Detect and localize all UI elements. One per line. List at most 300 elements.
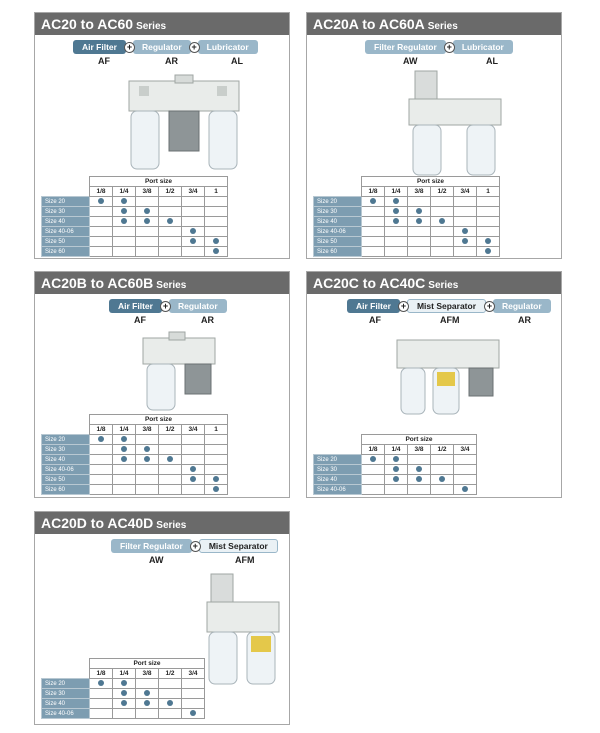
- port-cell: [385, 455, 408, 465]
- table-row: [42, 699, 205, 709]
- port-cell: [113, 237, 136, 247]
- port-cell: [182, 689, 205, 699]
- size-label: Size 30: [314, 465, 362, 475]
- model-codes: [35, 56, 291, 68]
- port-cell: [182, 699, 205, 709]
- port-cell: [159, 455, 182, 465]
- port-cell: [454, 197, 477, 207]
- col-header: 1/8: [90, 187, 113, 197]
- panel-title: AC20 to AC60 Series: [35, 13, 289, 35]
- available-dot-icon: [462, 228, 468, 234]
- col-header: 1/8: [90, 669, 113, 679]
- port-cell: [408, 207, 431, 217]
- table-row: [42, 247, 228, 257]
- port-cell: [362, 247, 385, 257]
- chip-air-filter: Air Filter: [109, 299, 162, 313]
- port-cell: [454, 207, 477, 217]
- port-cell: [136, 217, 159, 227]
- port-cell: [182, 445, 205, 455]
- port-size-table: [313, 176, 500, 257]
- col-header: 3/8: [136, 425, 159, 435]
- port-size-header: Port size: [362, 177, 500, 187]
- available-dot-icon: [393, 218, 399, 224]
- chip-mist-separator: Mist Separator: [407, 299, 486, 313]
- available-dot-icon: [439, 476, 445, 482]
- port-cell: [90, 709, 113, 719]
- port-cell: [431, 207, 454, 217]
- port-cell: [408, 485, 431, 495]
- chip-air-filter: Air Filter: [347, 299, 400, 313]
- available-dot-icon: [416, 466, 422, 472]
- port-cell: [159, 679, 182, 689]
- col-header: 1: [477, 187, 500, 197]
- table-row: [42, 217, 228, 227]
- port-cell: [136, 689, 159, 699]
- port-cell: [136, 445, 159, 455]
- port-cell: [408, 465, 431, 475]
- port-cell: [90, 445, 113, 455]
- port-cell: [136, 709, 159, 719]
- plus-icon: +: [160, 301, 171, 312]
- panel-ac20-ac60: [34, 12, 290, 259]
- col-header: 1/2: [159, 187, 182, 197]
- available-dot-icon: [393, 466, 399, 472]
- port-cell: [113, 197, 136, 207]
- port-cell: [362, 227, 385, 237]
- port-cell: [136, 207, 159, 217]
- table-row: [314, 485, 477, 495]
- panel-title: AC20A to AC60A Series: [307, 13, 561, 35]
- table-row: [314, 455, 477, 465]
- port-cell: [182, 217, 205, 227]
- port-cell: [182, 455, 205, 465]
- port-cell: [408, 197, 431, 207]
- port-cell: [205, 465, 228, 475]
- port-cell: [362, 237, 385, 247]
- table-row: [42, 465, 228, 475]
- port-cell: [431, 217, 454, 227]
- port-cell: [477, 207, 500, 217]
- available-dot-icon: [121, 208, 127, 214]
- port-cell: [362, 217, 385, 227]
- port-cell: [182, 465, 205, 475]
- available-dot-icon: [121, 218, 127, 224]
- port-cell: [205, 485, 228, 495]
- port-size-table: [41, 658, 205, 719]
- port-cell: [136, 227, 159, 237]
- col-header: 1/2: [159, 425, 182, 435]
- available-dot-icon: [121, 446, 127, 452]
- available-dot-icon: [98, 436, 104, 442]
- size-label: Size 40-06: [314, 227, 362, 237]
- size-label: Size 60: [314, 247, 362, 257]
- size-label: Size 20: [42, 435, 90, 445]
- port-cell: [136, 485, 159, 495]
- port-cell: [90, 475, 113, 485]
- table-row: [314, 465, 477, 475]
- port-cell: [431, 197, 454, 207]
- code-aw: AW: [403, 56, 418, 66]
- port-cell: [205, 197, 228, 207]
- code-af: AF: [134, 315, 146, 325]
- port-size-table: [313, 434, 477, 495]
- port-cell: [90, 217, 113, 227]
- port-cell: [113, 689, 136, 699]
- chip-lubricator: Lubricator: [453, 40, 513, 54]
- model-codes: [35, 315, 291, 327]
- port-cell: [90, 455, 113, 465]
- code-al: AL: [486, 56, 498, 66]
- port-cell: [136, 247, 159, 257]
- port-cell: [431, 237, 454, 247]
- port-cell: [136, 699, 159, 709]
- port-cell: [205, 207, 228, 217]
- available-dot-icon: [393, 476, 399, 482]
- port-cell: [159, 197, 182, 207]
- available-dot-icon: [144, 208, 150, 214]
- available-dot-icon: [144, 700, 150, 706]
- plus-icon: +: [190, 541, 201, 552]
- size-label: Size 30: [42, 689, 90, 699]
- col-header: 1/2: [431, 187, 454, 197]
- table-row: [314, 197, 500, 207]
- port-cell: [385, 485, 408, 495]
- product-image-aw-al: [405, 69, 505, 179]
- port-cell: [159, 689, 182, 699]
- size-label: Size 20: [42, 679, 90, 689]
- available-dot-icon: [98, 198, 104, 204]
- port-cell: [205, 227, 228, 237]
- size-label: Size 40: [42, 455, 90, 465]
- size-label: Size 20: [314, 197, 362, 207]
- size-label: Size 60: [42, 485, 90, 495]
- port-cell: [113, 247, 136, 257]
- size-label: Size 40-06: [314, 485, 362, 495]
- port-cell: [136, 237, 159, 247]
- plus-icon: +: [189, 42, 200, 53]
- code-af: AF: [98, 56, 110, 66]
- port-cell: [431, 227, 454, 237]
- port-cell: [477, 197, 500, 207]
- port-cell: [113, 679, 136, 689]
- port-cell: [454, 227, 477, 237]
- available-dot-icon: [144, 690, 150, 696]
- available-dot-icon: [144, 446, 150, 452]
- plus-icon: +: [124, 42, 135, 53]
- available-dot-icon: [213, 248, 219, 254]
- table-row: [42, 207, 228, 217]
- col-header: 3/8: [408, 445, 431, 455]
- available-dot-icon: [121, 680, 127, 686]
- table-row: [42, 435, 228, 445]
- available-dot-icon: [167, 700, 173, 706]
- port-cell: [362, 455, 385, 465]
- product-image-af-ar-al: [121, 71, 247, 177]
- col-header: 3/4: [182, 425, 205, 435]
- port-cell: [205, 445, 228, 455]
- available-dot-icon: [121, 700, 127, 706]
- port-cell: [454, 485, 477, 495]
- plus-icon: +: [444, 42, 455, 53]
- available-dot-icon: [190, 710, 196, 716]
- port-cell: [477, 217, 500, 227]
- port-cell: [159, 475, 182, 485]
- available-dot-icon: [393, 198, 399, 204]
- table-row: [314, 227, 500, 237]
- port-cell: [385, 247, 408, 257]
- port-cell: [385, 465, 408, 475]
- available-dot-icon: [370, 456, 376, 462]
- col-header: 1/4: [113, 187, 136, 197]
- port-cell: [113, 217, 136, 227]
- port-cell: [362, 465, 385, 475]
- port-cell: [159, 465, 182, 475]
- available-dot-icon: [167, 456, 173, 462]
- port-cell: [90, 435, 113, 445]
- port-cell: [159, 227, 182, 237]
- component-chips: [111, 539, 278, 553]
- port-cell: [136, 455, 159, 465]
- available-dot-icon: [190, 476, 196, 482]
- port-cell: [90, 689, 113, 699]
- code-af: AF: [369, 315, 381, 325]
- port-cell: [454, 465, 477, 475]
- table-row: [42, 485, 228, 495]
- port-cell: [477, 227, 500, 237]
- port-cell: [182, 247, 205, 257]
- col-header: 1/4: [385, 187, 408, 197]
- port-cell: [182, 207, 205, 217]
- size-label: Size 50: [42, 475, 90, 485]
- size-label: Size 40: [314, 475, 362, 485]
- port-cell: [182, 709, 205, 719]
- port-cell: [431, 475, 454, 485]
- chip-mist-separator: Mist Separator: [199, 539, 278, 553]
- port-cell: [408, 217, 431, 227]
- col-header: 3/4: [182, 187, 205, 197]
- port-cell: [90, 485, 113, 495]
- port-cell: [385, 217, 408, 227]
- code-aw: AW: [149, 555, 164, 565]
- port-cell: [454, 247, 477, 257]
- available-dot-icon: [144, 218, 150, 224]
- available-dot-icon: [485, 238, 491, 244]
- available-dot-icon: [439, 218, 445, 224]
- panel-ac20a-ac60a: [306, 12, 562, 259]
- size-label: Size 40: [314, 217, 362, 227]
- table-row: [42, 679, 205, 689]
- port-cell: [408, 475, 431, 485]
- size-label: Size 40: [42, 699, 90, 709]
- table-row: [42, 709, 205, 719]
- col-header: 1/4: [113, 425, 136, 435]
- available-dot-icon: [144, 456, 150, 462]
- port-cell: [431, 485, 454, 495]
- port-cell: [385, 227, 408, 237]
- available-dot-icon: [393, 456, 399, 462]
- port-cell: [182, 485, 205, 495]
- port-size-table: [41, 414, 228, 495]
- port-cell: [113, 455, 136, 465]
- port-cell: [408, 455, 431, 465]
- col-header: 1/8: [90, 425, 113, 435]
- port-cell: [385, 197, 408, 207]
- plus-icon: +: [398, 301, 409, 312]
- available-dot-icon: [121, 436, 127, 442]
- table-row: [42, 445, 228, 455]
- available-dot-icon: [393, 208, 399, 214]
- port-cell: [159, 237, 182, 247]
- plus-icon: +: [484, 301, 495, 312]
- chip-filter-regulator: Filter Regulator: [111, 539, 192, 553]
- available-dot-icon: [213, 238, 219, 244]
- size-label: Size 30: [42, 207, 90, 217]
- port-size-header: Port size: [362, 435, 477, 445]
- table-row: [314, 207, 500, 217]
- available-dot-icon: [485, 248, 491, 254]
- available-dot-icon: [213, 476, 219, 482]
- port-cell: [431, 455, 454, 465]
- port-cell: [136, 475, 159, 485]
- port-cell: [454, 237, 477, 247]
- port-size-table: [41, 176, 228, 257]
- col-header: 1/8: [362, 187, 385, 197]
- table-row: [42, 475, 228, 485]
- table-row: [42, 689, 205, 699]
- port-cell: [205, 475, 228, 485]
- port-cell: [113, 699, 136, 709]
- panel-title: AC20B to AC60B Series: [35, 272, 289, 294]
- port-cell: [90, 465, 113, 475]
- table-row: [314, 237, 500, 247]
- port-cell: [362, 485, 385, 495]
- port-cell: [159, 699, 182, 709]
- port-cell: [205, 237, 228, 247]
- size-label: Size 50: [314, 237, 362, 247]
- chip-regulator: Regulator: [133, 40, 191, 54]
- port-cell: [113, 227, 136, 237]
- col-header: 3/8: [136, 669, 159, 679]
- size-label: Size 60: [42, 247, 90, 257]
- port-cell: [113, 465, 136, 475]
- port-cell: [431, 247, 454, 257]
- component-chips: [365, 40, 513, 54]
- port-cell: [113, 435, 136, 445]
- size-label: Size 20: [314, 455, 362, 465]
- col-header: 1/8: [362, 445, 385, 455]
- col-header: 3/4: [182, 669, 205, 679]
- available-dot-icon: [416, 218, 422, 224]
- chip-filter-regulator: Filter Regulator: [365, 40, 446, 54]
- code-afm: AFM: [440, 315, 460, 325]
- col-header: 1: [205, 425, 228, 435]
- size-label: Size 40-06: [42, 227, 90, 237]
- port-cell: [205, 435, 228, 445]
- port-cell: [454, 475, 477, 485]
- code-ar: AR: [201, 315, 214, 325]
- port-cell: [113, 485, 136, 495]
- model-codes: [307, 56, 563, 68]
- col-header: 1: [205, 187, 228, 197]
- port-cell: [136, 435, 159, 445]
- port-cell: [90, 227, 113, 237]
- port-cell: [113, 475, 136, 485]
- port-cell: [454, 455, 477, 465]
- panel-ac20d-ac40d: [34, 511, 290, 725]
- port-cell: [159, 217, 182, 227]
- port-cell: [205, 247, 228, 257]
- available-dot-icon: [190, 238, 196, 244]
- port-cell: [362, 475, 385, 485]
- product-image-af-afm-ar: [393, 330, 503, 418]
- port-cell: [477, 237, 500, 247]
- table-row: [42, 227, 228, 237]
- component-chips: [347, 299, 551, 313]
- port-cell: [182, 435, 205, 445]
- port-size-header: Port size: [90, 415, 228, 425]
- port-cell: [477, 247, 500, 257]
- col-header: 1/2: [159, 669, 182, 679]
- chip-lubricator: Lubricator: [198, 40, 258, 54]
- available-dot-icon: [167, 218, 173, 224]
- size-label: Size 40-06: [42, 709, 90, 719]
- available-dot-icon: [416, 208, 422, 214]
- chip-regulator: Regulator: [169, 299, 227, 313]
- model-codes: [307, 315, 563, 327]
- port-cell: [408, 247, 431, 257]
- port-cell: [90, 699, 113, 709]
- port-cell: [408, 227, 431, 237]
- col-header: 1/4: [113, 669, 136, 679]
- col-header: 3/4: [454, 445, 477, 455]
- port-cell: [431, 465, 454, 475]
- port-cell: [182, 237, 205, 247]
- panel-ac20b-ac60b: [34, 271, 290, 498]
- port-cell: [90, 247, 113, 257]
- port-size-header: Port size: [90, 177, 228, 187]
- port-cell: [182, 475, 205, 485]
- col-header: 3/8: [136, 187, 159, 197]
- available-dot-icon: [121, 456, 127, 462]
- col-header: 1/4: [385, 445, 408, 455]
- model-codes: [35, 555, 291, 567]
- port-cell: [90, 207, 113, 217]
- size-label: Size 40-06: [42, 465, 90, 475]
- table-row: [42, 197, 228, 207]
- panel-ac20c-ac40c: [306, 271, 562, 498]
- code-ar: AR: [518, 315, 531, 325]
- port-cell: [90, 237, 113, 247]
- port-cell: [362, 197, 385, 207]
- size-label: Size 20: [42, 197, 90, 207]
- port-cell: [90, 679, 113, 689]
- col-header: 1/2: [431, 445, 454, 455]
- port-cell: [408, 237, 431, 247]
- chip-regulator: Regulator: [493, 299, 551, 313]
- port-cell: [136, 197, 159, 207]
- port-cell: [136, 465, 159, 475]
- port-cell: [182, 227, 205, 237]
- port-cell: [385, 207, 408, 217]
- port-cell: [113, 709, 136, 719]
- size-label: Size 50: [42, 237, 90, 247]
- available-dot-icon: [213, 486, 219, 492]
- available-dot-icon: [190, 466, 196, 472]
- available-dot-icon: [462, 486, 468, 492]
- port-cell: [182, 679, 205, 689]
- product-image-af-ar: [139, 330, 219, 416]
- panel-title: AC20C to AC40C Series: [307, 272, 561, 294]
